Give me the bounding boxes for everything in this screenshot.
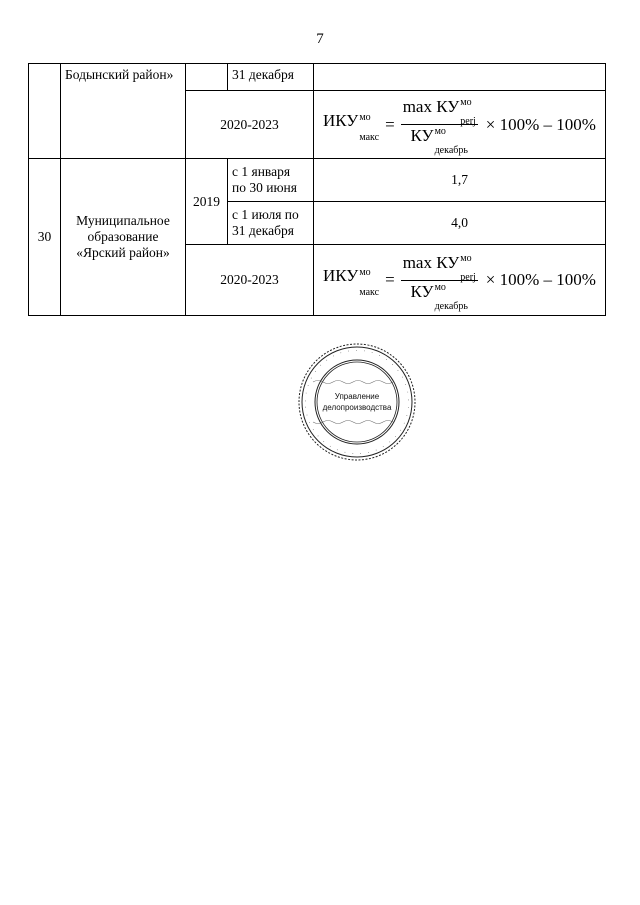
svg-text:Управление: Управление (334, 392, 380, 401)
formula-cell (314, 91, 606, 159)
value-cell (314, 64, 606, 91)
svg-text:· · · · · · · · · · · · · · ·: · · · · · · · · · · · · · · · · · · · · · · · · · · · · · · · · · · · · · · · · · (301, 346, 413, 458)
region-name-cell: Муниципальное образование «Ярский район» (61, 159, 186, 316)
year-cell (186, 64, 228, 91)
seal-stamp (283, 342, 431, 462)
table-row (29, 64, 606, 91)
page-number: 7 (316, 31, 324, 47)
period-cell: с 1 января по 30 июня (228, 159, 314, 202)
years-cell: 2020-2023 (186, 245, 314, 316)
region-name-cell: Бодынский район» (61, 64, 186, 159)
year-cell: 2019 (186, 159, 228, 245)
svg-text:делопроизводства: делопроизводства (322, 403, 392, 412)
formula: ИКУ мо макс = max КУ мо perj КУ мо декабрь × 100% – 100% (323, 97, 596, 156)
years-cell: 2020-2023 (186, 91, 314, 159)
formula-cell (314, 245, 606, 316)
value-cell: 4,0 (314, 202, 606, 245)
row-number-cell (29, 64, 61, 159)
formula: ИКУ мо макс = max КУ мо perj КУ мо декабрь × 100% – 100% (323, 252, 596, 312)
tariff-table (28, 63, 606, 316)
period-cell: с 1 июля по 31 декабря (228, 202, 314, 245)
table-row (29, 159, 606, 202)
row-number-cell: 30 (29, 159, 61, 316)
value-cell: 1,7 (314, 159, 606, 202)
period-cell: 31 декабря (228, 64, 314, 91)
